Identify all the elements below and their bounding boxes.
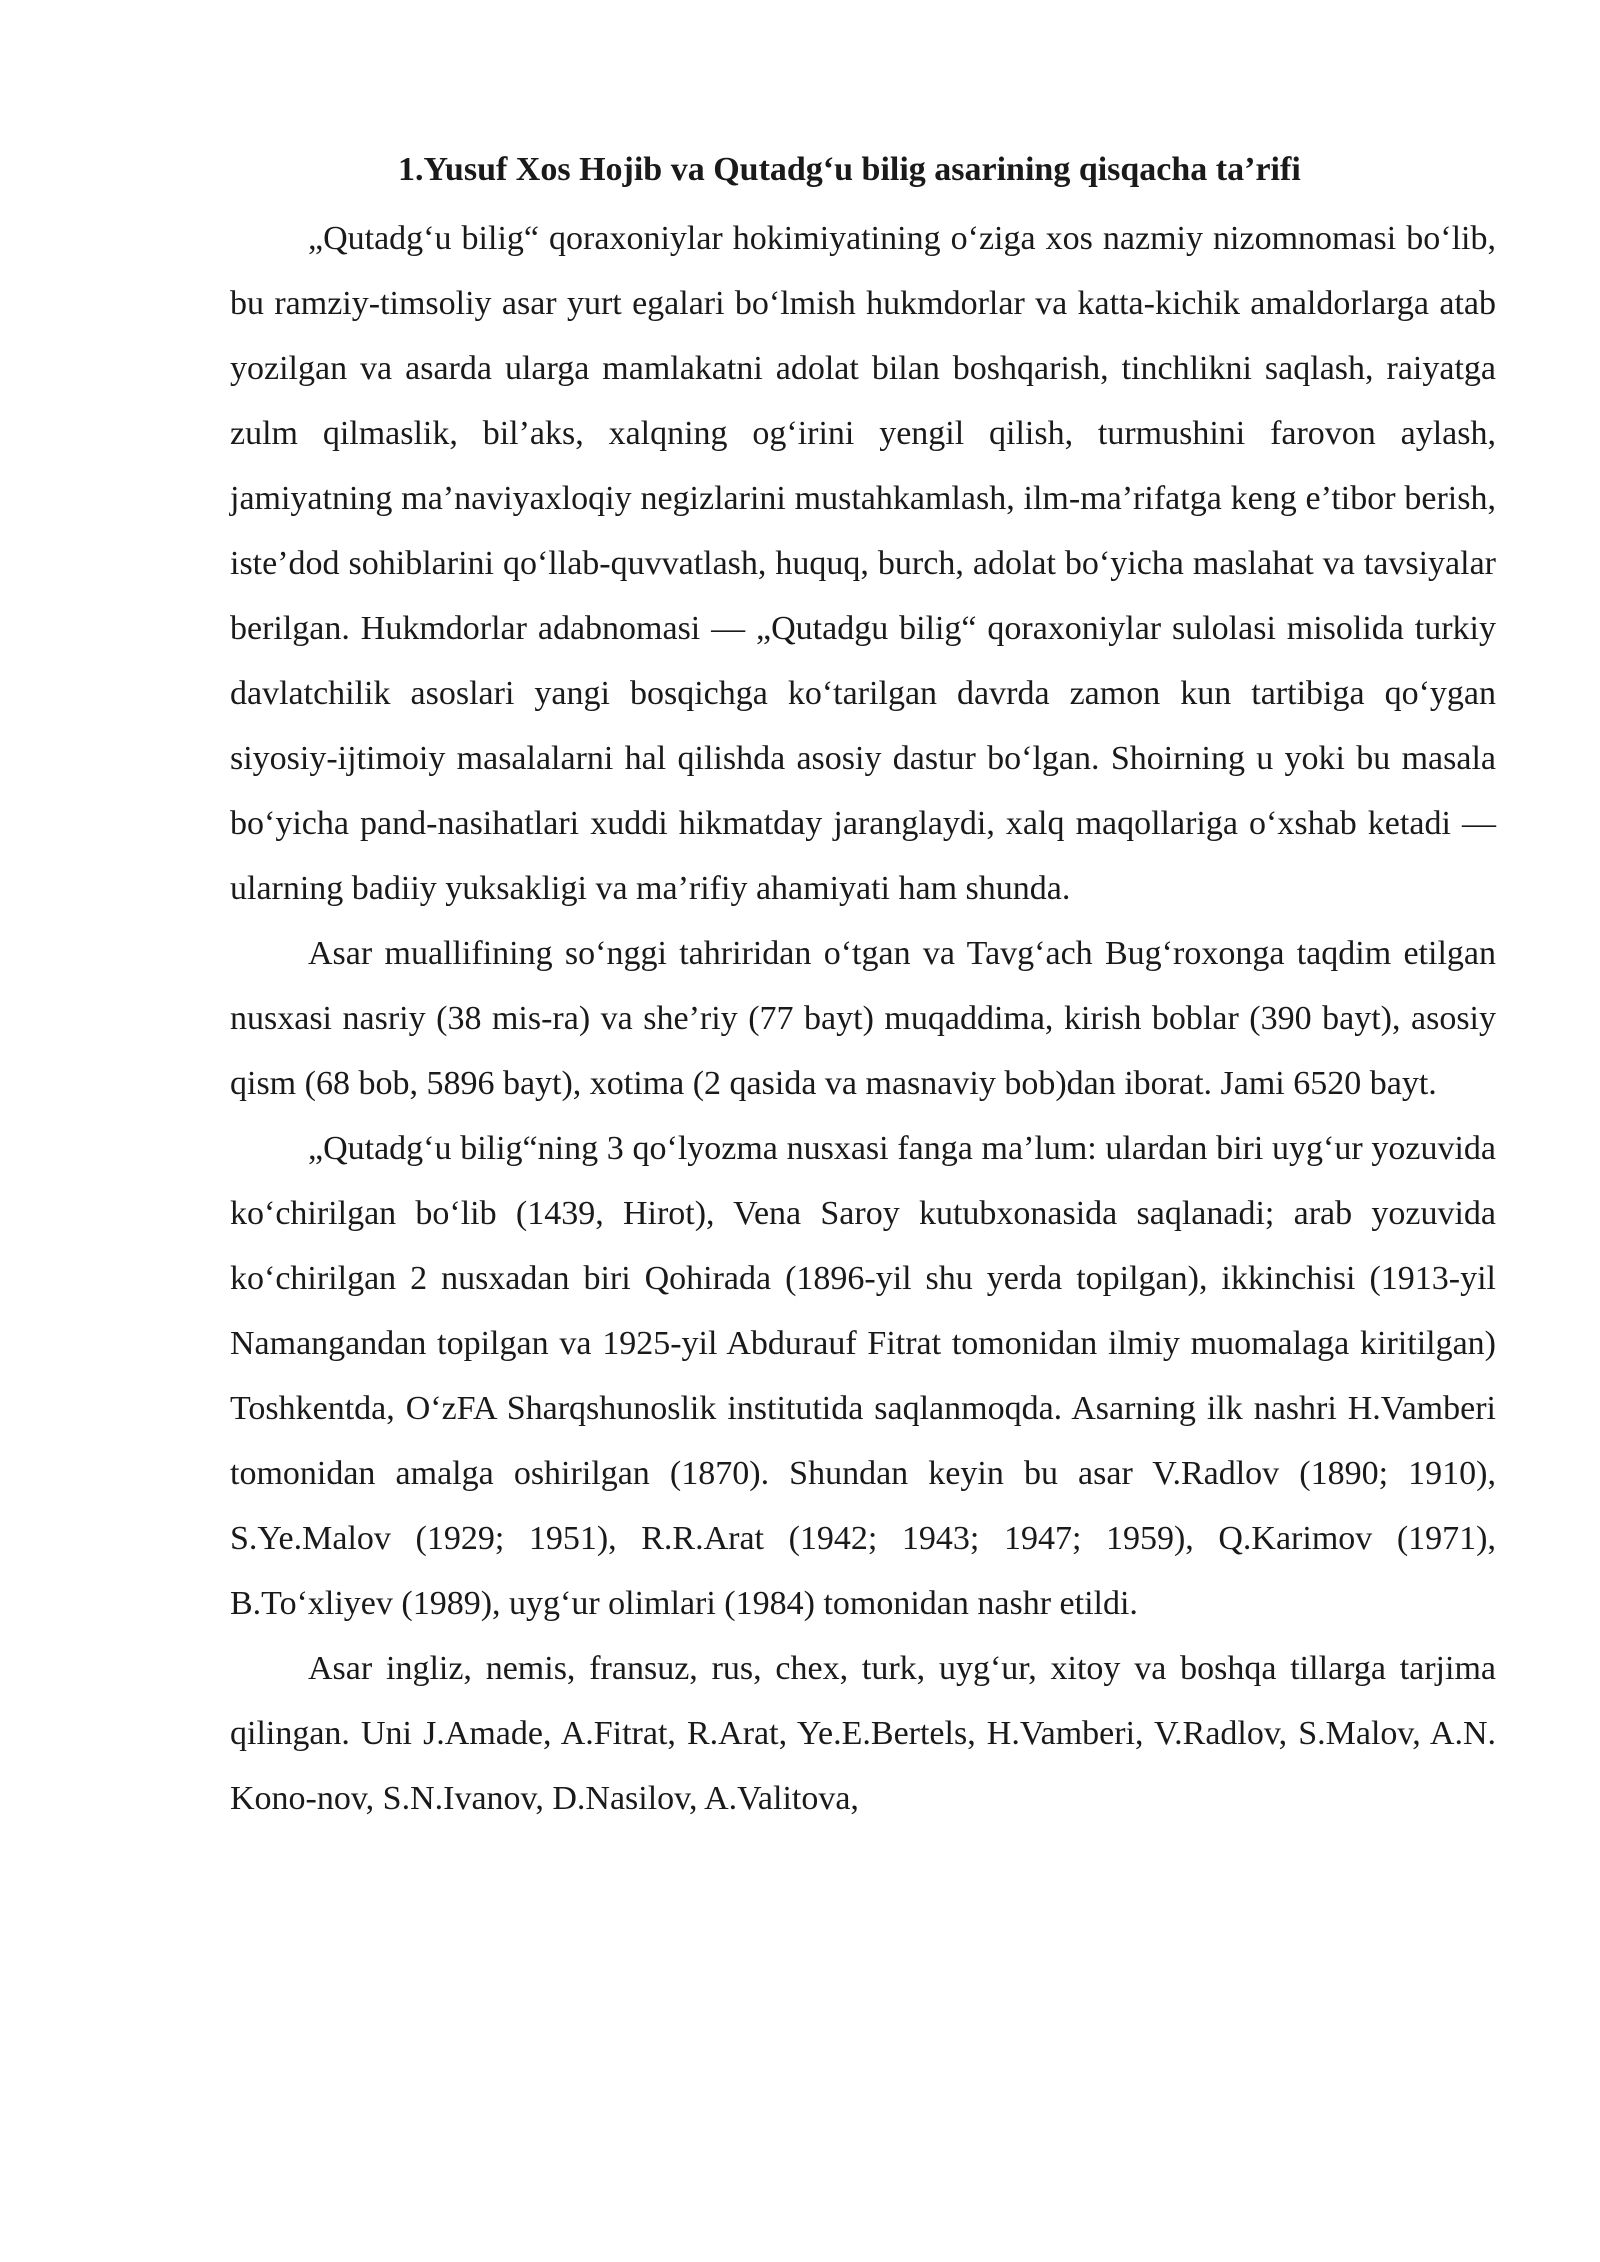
section-title: 1.Yusuf Xos Hojib va Qutadg‘u bilig asarining qisqacha ta’rifi <box>398 151 1301 188</box>
paragraph-translations: Asar ingliz, nemis, fransuz, rus, chex, turk, uyg‘ur, xitoy va boshqa tillarga tarjima qilingan. Uni J.Amade, A.Fitrat, R.Arat, Ye.E.Bertels, H.Vamberi, V.Radlov, S.Malov, A.N. Kono-nov, S.N.Ivanov, D.Nasilov, A.Valitova, <box>230 1650 1496 1817</box>
document-page <box>230 148 1496 1831</box>
paragraph-intro: „Qutadg‘u bilig“ qoraxoniylar hokimiyatining o‘ziga xos nazmiy nizomnomasi bo‘lib, bu ramziy-timsoliy asar yurt egalari bo‘lmish hukmdorlar va katta-kichik amaldorlarga atab yozilgan va asarda ularga mamlakatni adolat bilan boshqarish, tinchlikni saqlash, raiyatga zulm qilmaslik, bil’aks, xalqning og‘irini yengil qilish, turmushini farovon aylash, jamiyatning ma’naviyaxloqiy negizlarini mustahkamlash, ilm-ma’rifatga keng e’tibor berish, iste’dod sohiblarini qo‘llab-quvvatlash, huquq, burch, adolat bo‘yicha maslahat va tavsiyalar berilgan. Hukmdorlar adabnomasi — „Qutadgu bilig“ qoraxoniylar sulolasi misolida turkiy davlatchilik asoslari yangi bosqichga ko‘tarilgan davrda zamon kun tartibiga qo‘ygan siyosiy-ijtimoiy masalalarni hal qilishda asosiy dastur bo‘lgan. Shoirning u yoki bu masala bo‘yicha pand-nasihatlari xuddi hikmatday jaranglaydi, xalq maqollariga o‘xshab ketadi — ularning badiiy yuksakligi va ma’rifiy ahamiyati ham shunda. <box>230 220 1496 907</box>
paragraph-manuscripts: „Qutadg‘u bilig“ning 3 qo‘lyozma nusxasi fanga ma’lum: ulardan biri uyg‘ur yozuvida ko‘chirilgan bo‘lib (1439, Hirot), Vena Saroy kutubxonasida saqlanadi; arab yozuvida ko‘chirilgan 2 nusxadan biri Qohirada (1896-yil shu yerda topilgan), ikkinchisi (1913-yil Namangandan topilgan va 1925-yil Abdurauf Fitrat tomonidan ilmiy muomalaga kiritilgan) Toshkentda, O‘zFA Sharqshunoslik institutida saqlanmoqda. Asarning ilk nashri H.Vamberi tomonidan amalga oshirilgan (1870). Shundan keyin bu asar V.Radlov (1890; 1910), S.Ye.Malov (1929; 1951), R.R.Arat (1942; 1943; 1947; 1959), Q.Karimov (1971), B.To‘xliyev (1989), uyg‘ur olimlari (1984) tomonidan nashr etildi. <box>230 1130 1496 1622</box>
paragraph-structure: Asar muallifining so‘nggi tahriridan o‘tgan va Tavg‘ach Bug‘roxonga taqdim etilgan nusxasi nasriy (38 mis-ra) va she’riy (77 bayt) muqaddima, kirish boblar (390 bayt), asosiy qism (68 bob, 5896 bayt), xotima (2 qasida va masnaviy bob)dan iborat. Jami 6520 bayt. <box>230 935 1496 1102</box>
